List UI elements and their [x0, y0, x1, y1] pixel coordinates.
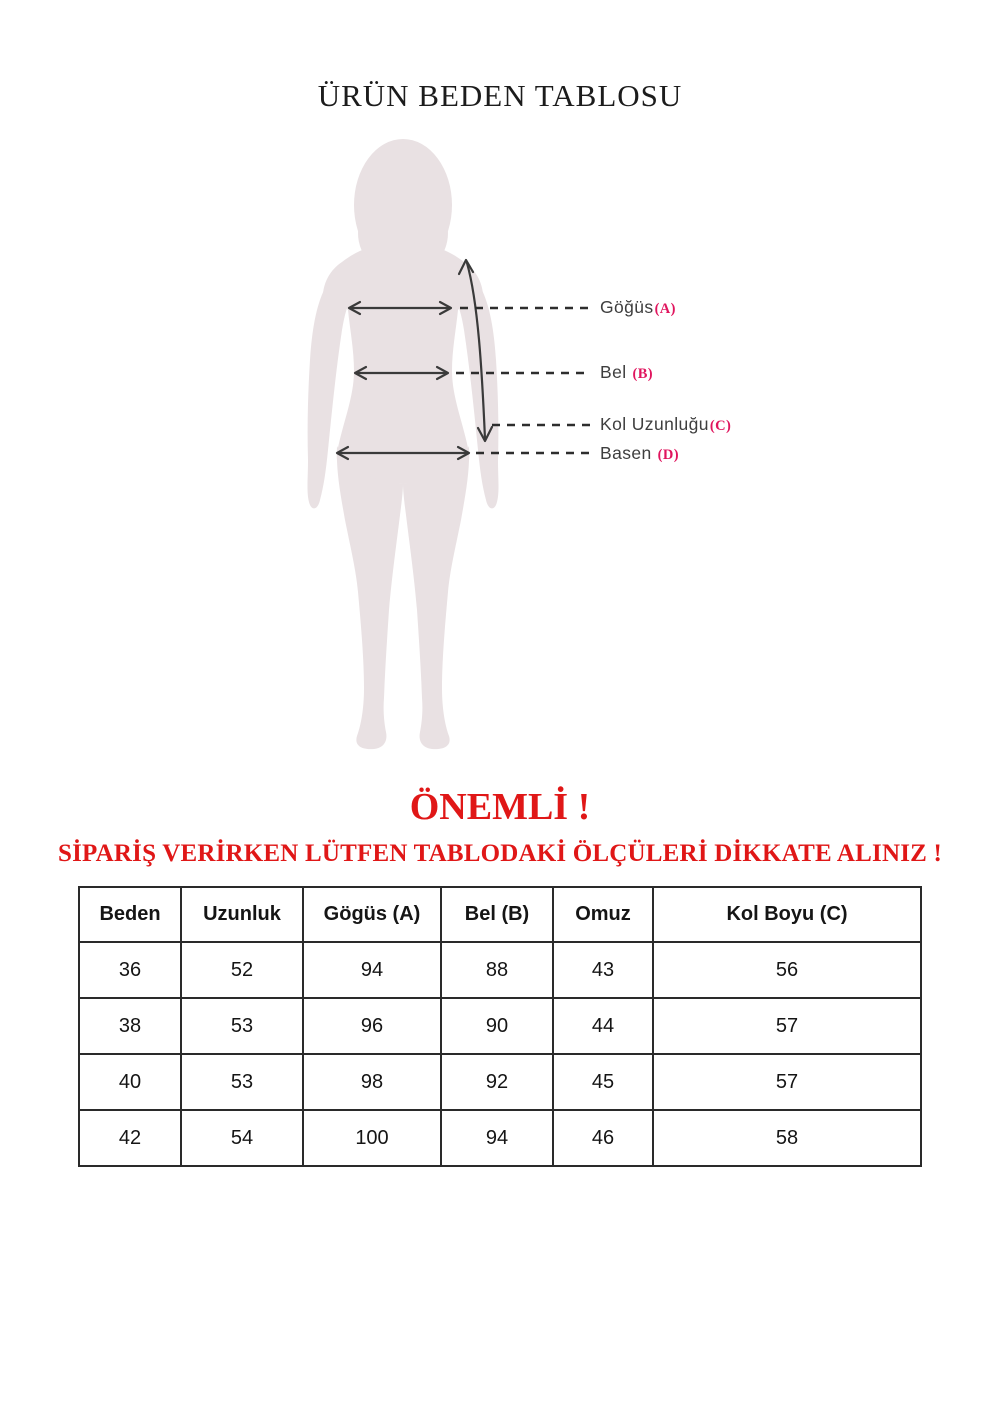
table-cell: 88 — [441, 942, 553, 998]
table-cell: 45 — [553, 1054, 653, 1110]
important-heading: ÖNEMLİ ! — [409, 786, 591, 828]
table-cell: 43 — [553, 942, 653, 998]
size-table — [78, 886, 922, 1167]
table-cell: 56 — [653, 942, 921, 998]
header-beden: Beden — [79, 887, 181, 942]
table-cell: 36 — [79, 942, 181, 998]
label-waist-marker: (B) — [632, 366, 654, 382]
table-cell: 57 — [653, 998, 921, 1054]
table-cell: 94 — [441, 1110, 553, 1166]
label-arm-length-text: Kol Uzunluğu — [600, 414, 709, 434]
label-hip — [600, 443, 679, 464]
label-chest-marker: (A) — [654, 301, 676, 317]
body-silhouette-icon — [308, 139, 499, 749]
label-chest-text: Göğüs — [600, 297, 654, 317]
table-cell: 54 — [181, 1110, 303, 1166]
label-chest — [600, 297, 676, 318]
header-uzunluk: Uzunluk — [181, 887, 303, 942]
table-cell: 42 — [79, 1110, 181, 1166]
table-row — [79, 1054, 921, 1110]
label-hip-text: Basen — [600, 443, 652, 463]
page-title: ÜRÜN BEDEN TABLOSU — [317, 78, 683, 113]
table-cell: 94 — [303, 942, 441, 998]
table-cell: 46 — [553, 1110, 653, 1166]
header-gogus: Gögüs (A) — [303, 887, 441, 942]
table-cell: 58 — [653, 1110, 921, 1166]
table-cell: 92 — [441, 1054, 553, 1110]
label-hip-marker: (D) — [657, 447, 679, 463]
table-cell: 90 — [441, 998, 553, 1054]
table-cell: 53 — [181, 998, 303, 1054]
table-cell: 40 — [79, 1054, 181, 1110]
table-cell: 96 — [303, 998, 441, 1054]
table-cell: 100 — [303, 1110, 441, 1166]
table-cell: 52 — [181, 942, 303, 998]
table-cell: 44 — [553, 998, 653, 1054]
label-waist — [600, 362, 653, 383]
table-cell: 38 — [79, 998, 181, 1054]
label-waist-text: Bel — [600, 362, 627, 382]
table-row — [79, 942, 921, 998]
header-kol-boyu: Kol Boyu (C) — [653, 887, 921, 942]
header-bel: Bel (B) — [441, 887, 553, 942]
table-cell: 53 — [181, 1054, 303, 1110]
header-omuz: Omuz — [553, 887, 653, 942]
table-cell: 57 — [653, 1054, 921, 1110]
table-row — [79, 1110, 921, 1166]
label-arm-length-marker: (C) — [709, 418, 732, 434]
warning-text: SİPARİŞ VERİRKEN LÜTFEN TABLODAKİ ÖLÇÜLERİ DİKKATE ALINIZ ! — [58, 840, 942, 867]
table-row — [79, 998, 921, 1054]
table-cell: 98 — [303, 1054, 441, 1110]
label-arm-length — [600, 414, 731, 435]
size-table-header-row — [79, 887, 921, 942]
